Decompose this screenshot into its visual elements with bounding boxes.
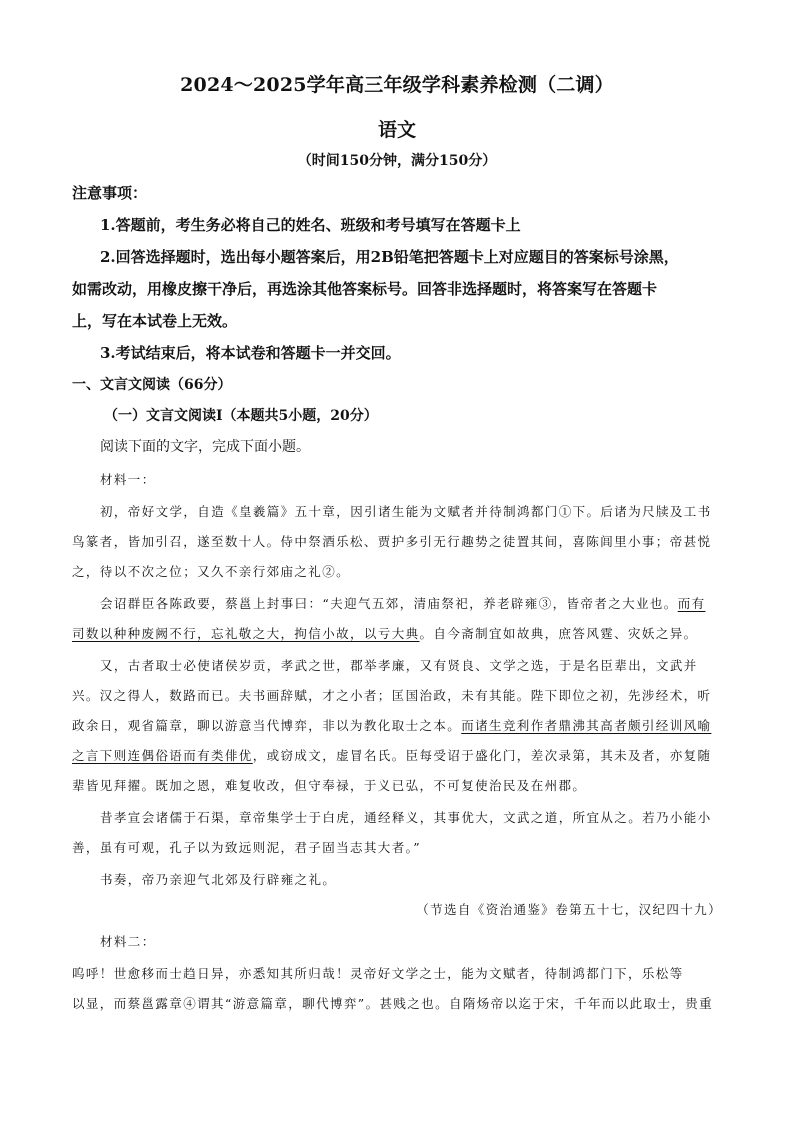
p2-text: 会诏群臣各陈政要，蔡邕上封事曰：“夫迎气五郊，清庙祭祀，养老辟雍③，皆帝者之大业也。 bbox=[100, 596, 678, 611]
material-1-p1-line-1: 初，帝好文学，自造《皇羲篇》五十章，因引诸生能为文赋者并待制鸿都门①下。后诸为尺牍及工书 bbox=[100, 504, 712, 519]
material-1-p4-line-1: 昔孝宣会诸儒于石渠，章帝集学士于白虎，通经释义，其事优大，文武之道，所宜从之。若乃小能小 bbox=[100, 810, 712, 825]
material-1-p1-line-2: 鸟篆者，皆加引召，遂至数十人。侍中祭酒乐松、贾护多引无行趣势之徒置其间，喜陈闾里小事；帝甚悦 bbox=[72, 534, 712, 549]
material-1-p5: 书奏，帝乃亲迎气北郊及行辟雍之礼。 bbox=[100, 872, 337, 887]
underlined-sentence: 之言下则连偶俗语而有类俳优 bbox=[72, 748, 253, 763]
subject-title: 语文 bbox=[377, 119, 416, 141]
material-1-p1-line-3: 之，待以不次之位；又久不亲行郊庙之礼②。 bbox=[72, 564, 351, 579]
material-1-label: 材料一： bbox=[100, 472, 156, 487]
underlined-sentence: 司数以种种废阙不行，忘礼敬之大，拘信小故，以亏大典 bbox=[72, 626, 420, 641]
reading-instruction: 阅读下面的文字，完成下面小题。 bbox=[100, 439, 310, 455]
underlined-sentence: 而有 bbox=[677, 596, 706, 611]
subsection-heading: （一）文言文阅读Ⅰ（本题共5小题，20分） bbox=[104, 408, 378, 424]
material-1-p3-line-4 bbox=[72, 746, 724, 764]
notice-item-1: 1.答题前，考生务必将自己的姓名、班级和考号填写在答题卡上 bbox=[100, 216, 521, 234]
underlined-sentence: 而诸生竞利作者鼎沸其高者颇引经训风喻 bbox=[461, 718, 712, 733]
notice-item-2-line-3: 上，写在本试卷上无效。 bbox=[72, 312, 238, 330]
p3-text: 政余日，观省篇章，聊以游意当代博弈，非以为教化取士之本。 bbox=[72, 718, 462, 733]
material-1-source: （节选自《资治通鉴》卷第五十七，汉纪四十九） bbox=[416, 902, 722, 917]
time-note: （时间150分钟，满分150分） bbox=[297, 153, 497, 169]
notice-item-2-line-2: 如需改动，用橡皮擦干净后，再选涂其他答案标号。回答非选择题时，将答案写在答题卡 bbox=[72, 280, 658, 298]
material-1-p3-line-2: 兴。汉之得人，数路而已。夫书画辞赋，才之小者；匡国治政，未有其能。陛下即位之初，先涉经术，听 bbox=[72, 688, 712, 703]
material-1-p3-line-3 bbox=[72, 716, 724, 734]
material-1-p4-line-2: 善，虽有可观，孔子以为致远则泥，君子固当志其大者。” bbox=[72, 840, 422, 855]
notice-heading: 注意事项： bbox=[72, 184, 148, 202]
material-1-p3-line-5: 辈皆见拜擢。既加之恩，难复收改，但守奉禄，于义已弘，不可复使治民及在州郡。 bbox=[72, 778, 587, 793]
p2-text: 。自今斋制宜如故典，庶答风霆、灾妖之异。 bbox=[419, 626, 698, 641]
material-2-line-1: 呜呼！世愈移而士趋日异，亦悉知其所归哉！灵帝好文学之士，能为文赋者，待制鸿都门下，乐松等 bbox=[72, 966, 684, 981]
material-2-line-2: 以显，而蔡邕露章④谓其“游意篇章，聊代博弈”。甚贱之也。自隋炀帝以迄于宋，千年而以此取士，贵重 bbox=[72, 996, 714, 1011]
notice-item-2-line-1: 2.回答选择题时，选出每小题答案后，用2B铅笔把答题卡上对应题目的答案标号涂黑， bbox=[100, 248, 679, 266]
material-2-label: 材料二： bbox=[100, 934, 156, 949]
material-1-p3-line-1: 又，古者取士必使诸侯岁贡，孝武之世，郡举孝廉，又有贤良、文学之选，于是名臣辈出，文武并 bbox=[100, 658, 698, 673]
material-1-p2-line-1 bbox=[100, 594, 724, 612]
section-heading: 一、文言文阅读（66分） bbox=[72, 377, 232, 393]
exam-title: 2024～2025学年高三年级学科素养检测（二调） bbox=[180, 74, 614, 96]
material-1-p2-line-2 bbox=[72, 624, 724, 642]
notice-item-3: 3.考试结束后，将本试卷和答题卡一并交回。 bbox=[100, 344, 401, 362]
p3-text: ，或窃成文，虚冒名氏。臣每受诏于盛化门，差次录第，其未及者，亦复随 bbox=[252, 748, 712, 763]
